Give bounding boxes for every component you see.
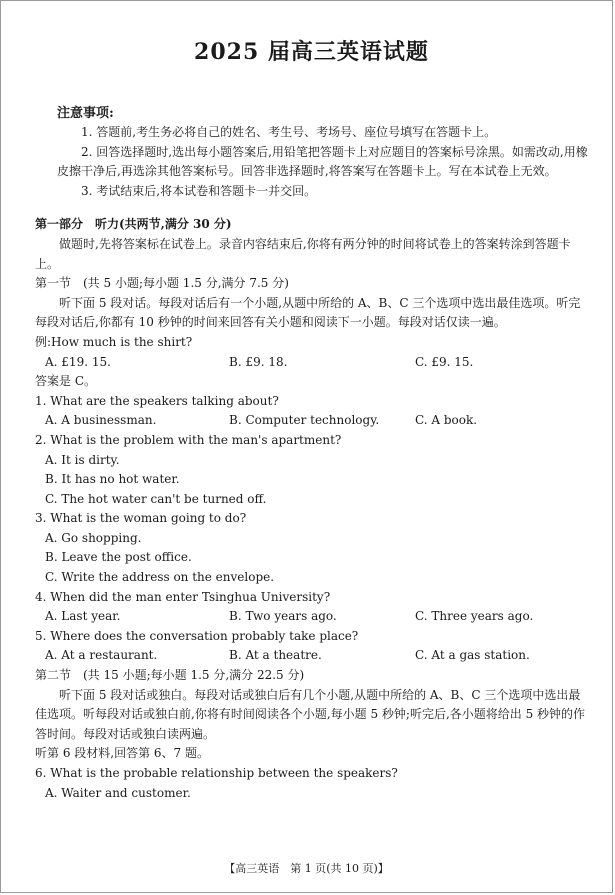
option-c: C. At a gas station. <box>415 648 530 663</box>
question-4-options <box>35 607 588 627</box>
question-5: 5. Where does the conversation probably take place? <box>35 628 359 643</box>
option-a: A. Go shopping. <box>45 530 142 545</box>
option-b: B. Two years ago. <box>229 609 337 624</box>
option-b: B. It has no hot water. <box>45 472 180 487</box>
option-b: B. Computer technology. <box>229 413 380 428</box>
question-5-options <box>35 646 588 666</box>
section2-instructions: 听下面 5 段对话或独白。每段对话或独白后有几个小题,从题中所给的 A、B、C 三个选项中选出最佳选项。听每段对话或独白前,你将有时间阅读各个小题,每小题 5 秒钟;听完后,各小题将给出 5 秒钟的作答时间。每段对话或独白读两遍。 <box>35 687 586 741</box>
question-1: 1. What are the speakers talking about? <box>35 393 279 408</box>
page-footer: 【高三英语 第 1 页(共 10 页)】 <box>224 862 389 875</box>
note-item: 2. 回答选择题时,选出每小题答案后,用铅笔把答题卡上对应题目的答案标号涂黑。如需改动,用橡皮擦干净后,再选涂其他答案标号。回答非选择题时,将答案写在答题卡上。写在本试卷上无效。 <box>57 144 588 179</box>
question-3: 3. What is the woman going to do? <box>35 511 247 526</box>
option-b: B. £9. 18. <box>229 354 288 369</box>
question-2: 2. What is the problem with the man's apartment? <box>35 432 342 447</box>
option-c: C. The hot water can't be turned off. <box>45 491 267 506</box>
example-options <box>35 353 588 373</box>
part1-heading: 第一部分 听力(共两节,满分 30 分) <box>35 217 232 232</box>
section1-instructions: 听下面 5 段对话。每段对话后有一个小题,从题中所给的 A、B、C 三个选项中选出最佳选项。听完每段对话后,你都有 10 秒钟的时间来回答有关小题和阅读下一小题。每段对话仅读一遍。 <box>35 295 581 330</box>
option-c: C. Three years ago. <box>415 609 534 624</box>
option-c: C. A book. <box>415 413 478 428</box>
option-b: B. Leave the post office. <box>45 550 192 565</box>
note-item: 1. 答题前,考生务必将自己的姓名、考生号、考场号、座位号填写在答题卡上。 <box>81 125 497 139</box>
option-a: A. At a restaurant. <box>45 648 158 663</box>
option-b: B. At a theatre. <box>229 648 322 663</box>
question-4: 4. When did the man enter Tsinghua University? <box>35 589 331 604</box>
option-a: A. Last year. <box>45 609 121 624</box>
example-answer: 答案是 C。 <box>35 374 96 389</box>
material-note: 听第 6 段材料,回答第 6、7 题。 <box>35 746 209 761</box>
option-a: A. £19. 15. <box>45 354 111 369</box>
notes-heading: 注意事项: <box>57 106 114 121</box>
option-a: A. It is dirty. <box>45 452 120 467</box>
section2-heading: 第二节 (共 15 小题;每小题 1.5 分,满分 22.5 分) <box>35 668 305 683</box>
option-c: C. Write the address on the envelope. <box>45 570 275 585</box>
option-c: C. £9. 15. <box>415 354 474 369</box>
notes-block <box>35 105 588 201</box>
note-item: 3. 考试结束后,将本试卷和答题卡一并交回。 <box>81 183 317 198</box>
part1-intro: 做题时,先将答案标在试卷上。录音内容结束后,你将有两分钟的时间将试卷上的答案转涂到答题卡上。 <box>35 236 571 271</box>
option-a: A. A businessman. <box>45 413 157 428</box>
question-1-options <box>35 411 588 431</box>
question-6: 6. What is the probable relationship between the speakers? <box>35 766 398 780</box>
option-a: A. Waiter and customer. <box>45 785 191 800</box>
section1-heading: 第一节 (共 5 小题;每小题 1.5 分,满分 7.5 分) <box>35 276 289 291</box>
page-title: 2025 届高三英语试题 <box>194 39 429 65</box>
example-question: 例:How much is the shirt? <box>35 334 193 349</box>
